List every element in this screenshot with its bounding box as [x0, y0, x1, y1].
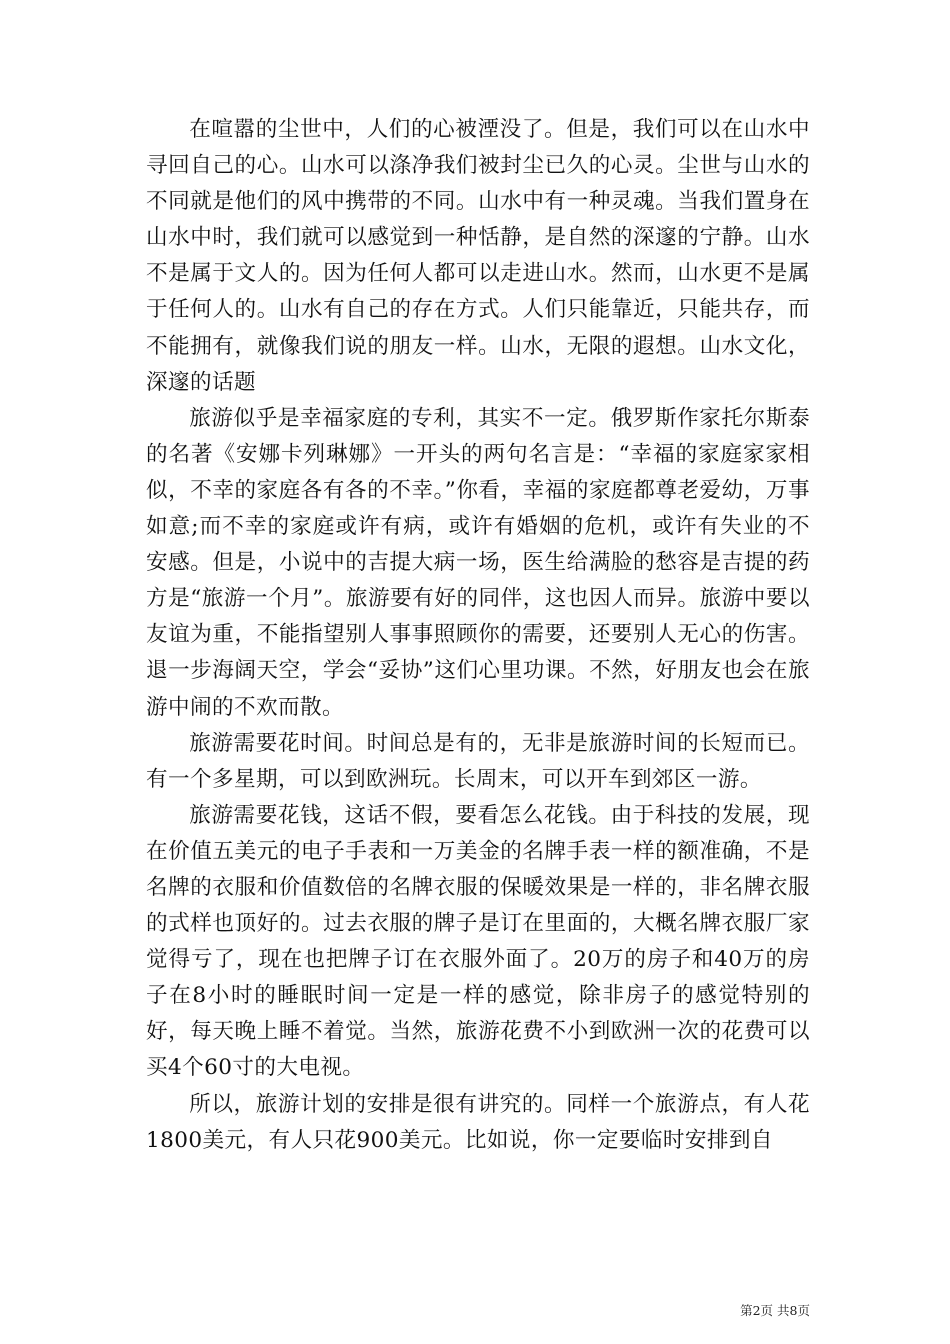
paragraph-2: 旅游似乎是幸福家庭的专利，其实不一定。俄罗斯作家托尔斯泰的名著《安娜卡列琳娜》一开头的两句名言是：“幸福的家庭家家相似，不幸的家庭各有各的不幸。”你看，幸福的家庭都尊老爱幼，万事如意;而不幸的家庭或许有病，或许有婚姻的危机，或许有失业的不安感。但是，小说中的吉提大病一场，医生给满脸的愁容是吉提的药方是“旅游一个月”。旅游要有好的同伴，这也因人而异。旅游中要以友谊为重，不能指望别人事事照顾你的需要，还要别人无心的伤害。退一步海阔天空，学会“妥协”这们心里功课。不然，好朋友也会在旅游中闹的不欢而散。: [146, 405, 810, 720]
paragraph-3: 旅游需要花时间。时间总是有的，无非是旅游时间的长短而已。有一个多星期，可以到欧洲玩。长周末，可以开车到郊区一游。: [146, 730, 810, 792]
paragraph-4: 旅游需要花钱，这话不假，要看怎么花钱。由于科技的发展，现在价值五美元的电子手表和一万美金的名牌手表一样的额准确，不是名牌的衣服和价值数倍的名牌衣服的保暖效果是一样的，非名牌衣服的式样也顶好的。过去衣服的牌子是订在里面的，大概名牌衣服厂家觉得亏了，现在也把牌子订在衣服外面了。20万的房子和40万的房子在8小时的睡眠时间一定是一样的感觉，除非房子的感觉特别的好，每天晚上睡不着觉。当然，旅游花费不小到欧洲一次的花费可以买4个60寸的大电视。: [146, 802, 810, 1081]
document-body: [146, 112, 810, 1159]
paragraph-5: 所以，旅游计划的安排是很有讲究的。同样一个旅游点，有人花1800美元，有人只花900美元。比如说，你一定要临时安排到自: [146, 1091, 810, 1153]
page-number-footer: 第2页 共8页: [740, 1303, 810, 1318]
paragraph-1: 在喧嚣的尘世中，人们的心被湮没了。但是，我们可以在山水中寻回自己的心。山水可以涤净我们被封尘已久的心灵。尘世与山水的不同就是他们的风中携带的不同。山水中有一种灵魂。当我们置身在山水中时，我们就可以感觉到一种恬静，是自然的深邃的宁静。山水不是属于文人的。因为任何人都可以走进山水。然而，山水更不是属于任何人的。山水有自己的存在方式。人们只能靠近，只能共存，而不能拥有，就像我们说的朋友一样。山水，无限的遐想。山水文化，深邃的话题: [146, 117, 810, 395]
